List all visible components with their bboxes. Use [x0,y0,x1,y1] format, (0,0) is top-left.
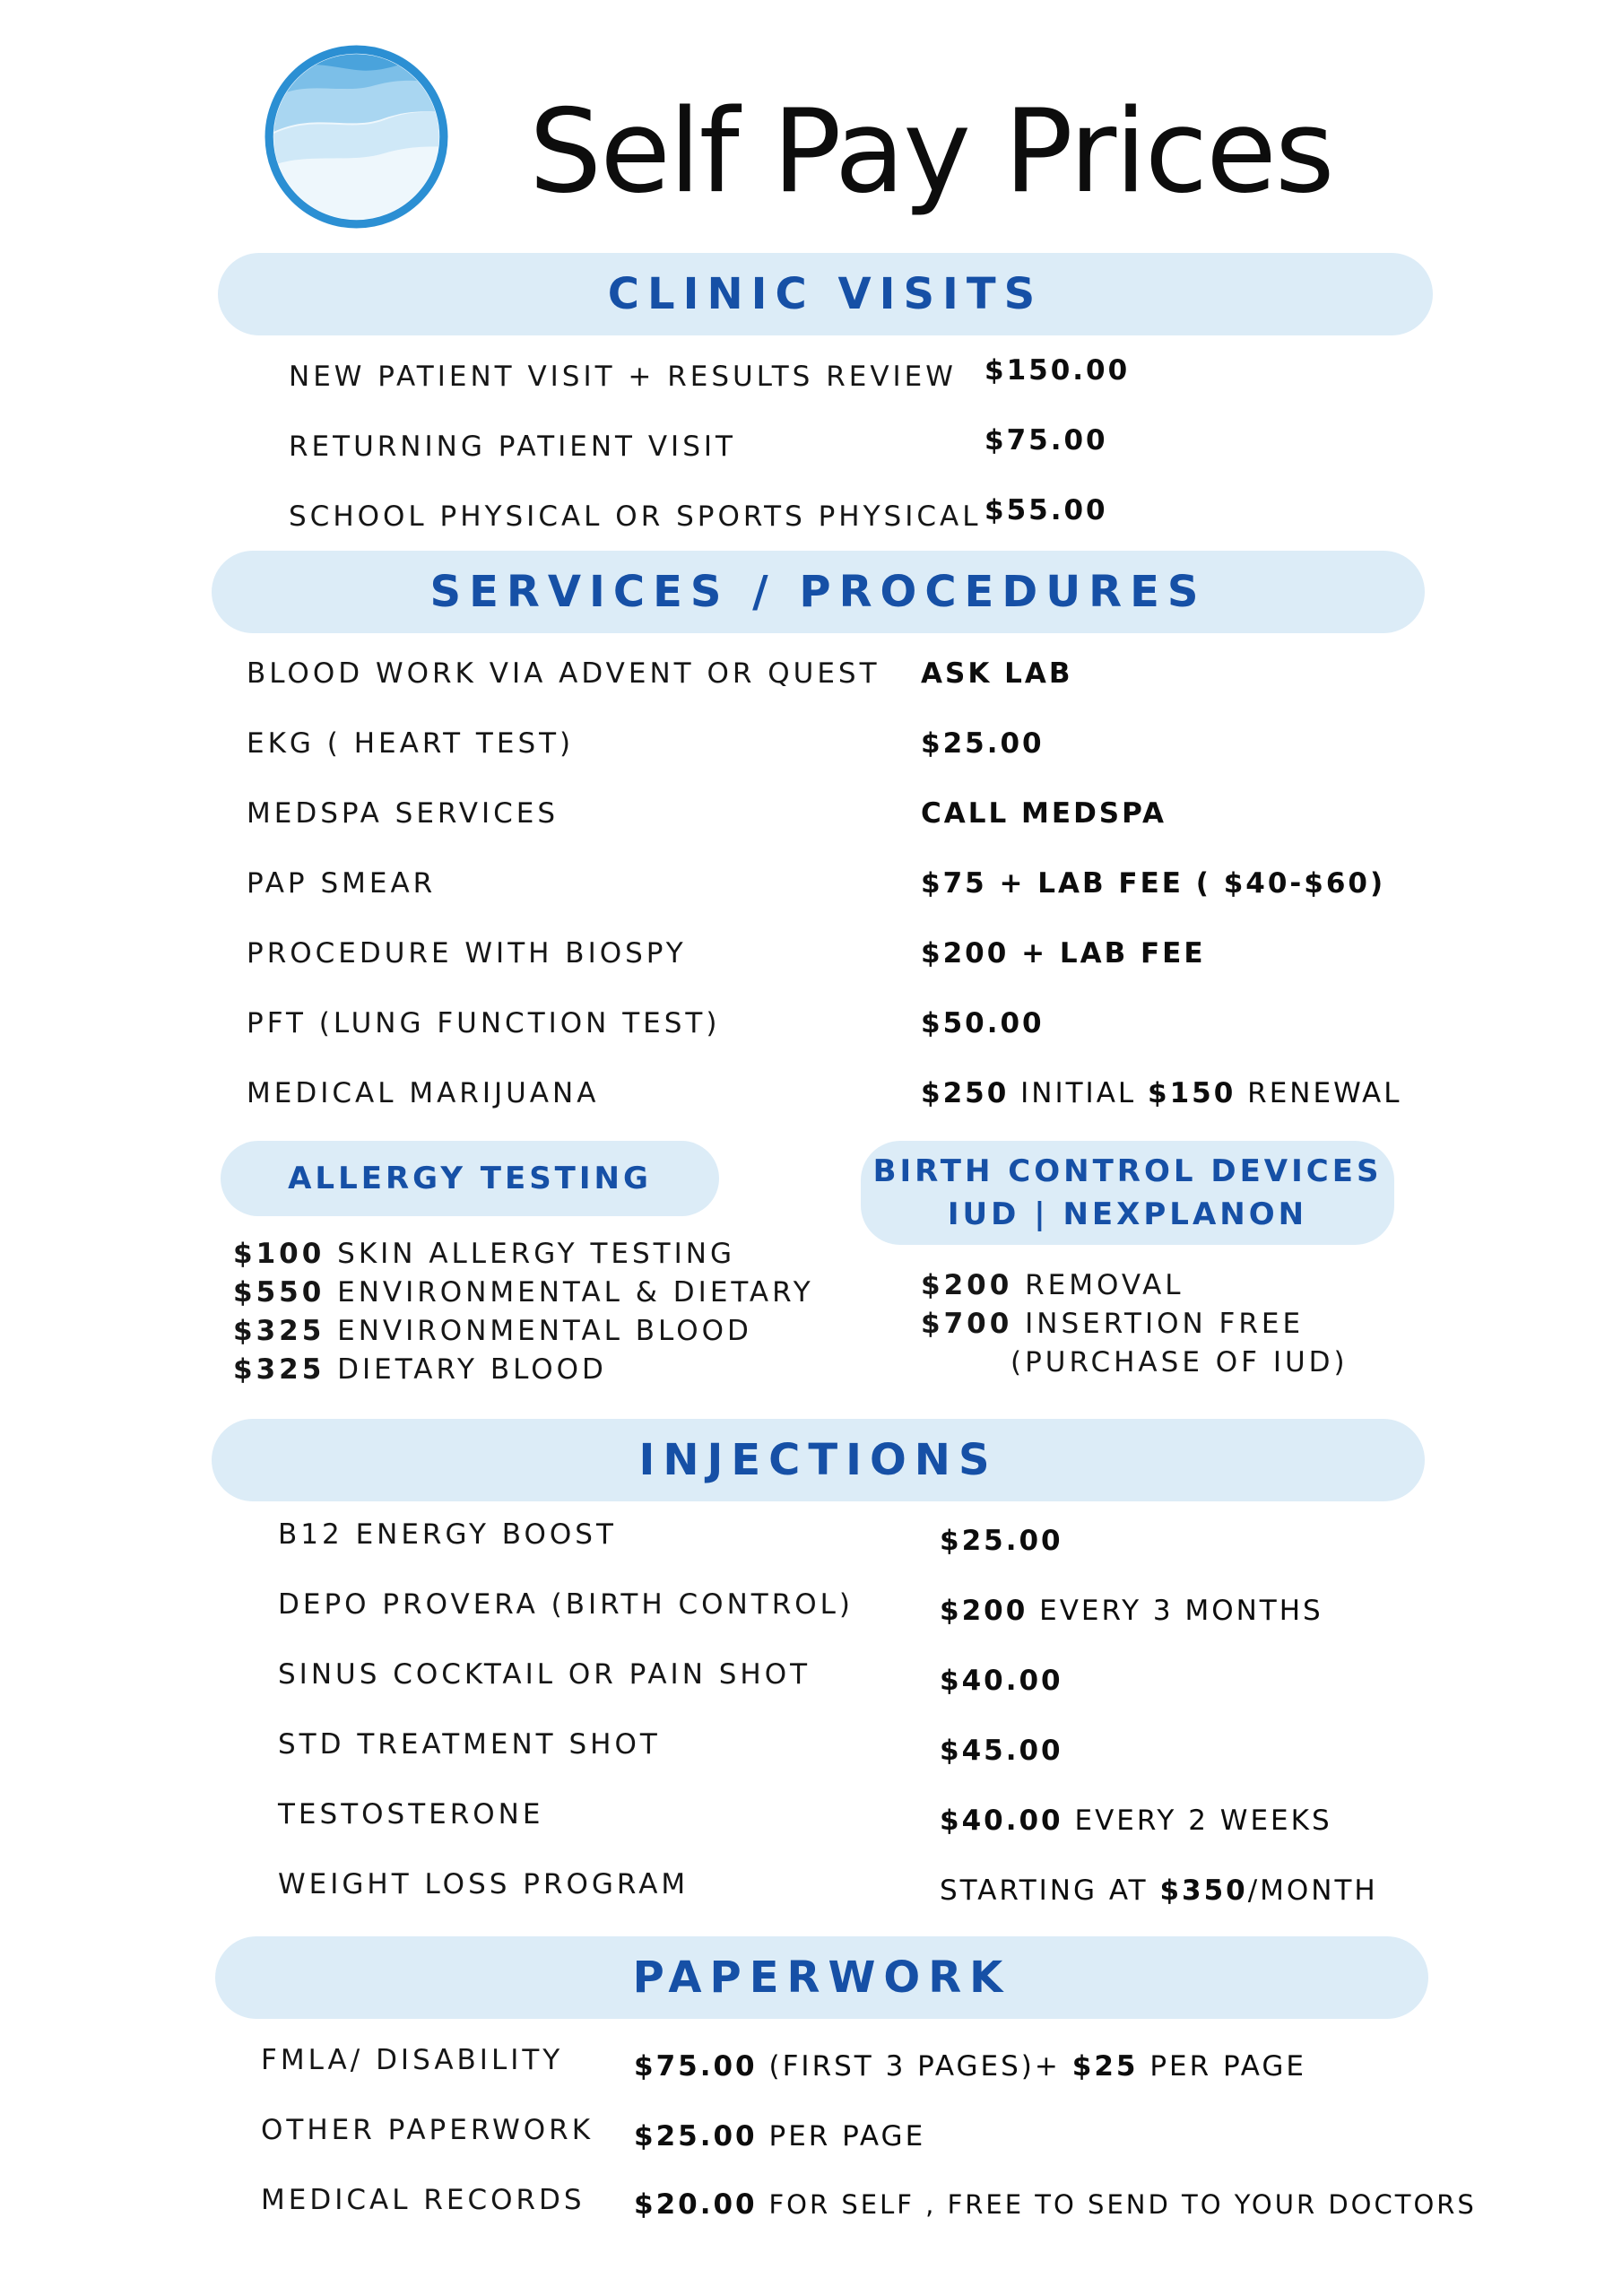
section-header-paperwork: PAPERWORK [215,1936,1428,2019]
service-row-price: $75 + LAB FEE ( $40-$60) [921,867,1386,900]
paperwork-row-label: MEDICAL RECORDS [261,2184,585,2216]
service-row-price: $200 + LAB FEE [921,937,1206,970]
paperwork-row-price: $75.00 (FIRST 3 PAGES)+ $25 PER PAGE [634,2050,1306,2083]
birth-control-heading-line1: BIRTH CONTROL DEVICES [872,1153,1383,1189]
clinic-row-price: $75.00 [984,424,1108,457]
section-header-birth-control [861,1141,1394,1245]
injection-row-price: $200 EVERY 3 MONTHS [940,1595,1323,1627]
service-row-label: MEDSPA SERVICES [247,797,559,830]
service-row-price: $250 INITIAL $150 RENEWAL [921,1077,1402,1109]
injection-row-price: $40.00 EVERY 2 WEEKS [940,1805,1332,1837]
wave-circle-logo-icon [265,45,448,229]
clinic-row-label: RETURNING PATIENT VISIT [289,430,736,463]
injection-row-price: $40.00 [940,1665,1063,1697]
birth-control-item: $200 REMOVAL [921,1269,1184,1301]
section-header-services: SERVICES / PROCEDURES [212,551,1425,633]
injection-row-label: SINUS COCKTAIL OR PAIN SHOT [278,1658,811,1691]
injection-row-price: $45.00 [940,1735,1063,1767]
section-header-injections: INJECTIONS [212,1419,1425,1501]
service-row-label: MEDICAL MARIJUANA [247,1077,600,1109]
paperwork-row-label: FMLA/ DISABILITY [261,2044,564,2076]
allergy-item: $100 SKIN ALLERGY TESTING [233,1238,735,1270]
clinic-row-label: SCHOOL PHYSICAL OR SPORTS PHYSICAL [289,500,982,533]
injection-row-label: B12 ENERGY BOOST [278,1518,617,1551]
service-row-label: PAP SMEAR [247,867,437,900]
birth-control-item: $700 INSERTION FREE [921,1308,1305,1340]
service-row-price: CALL MEDSPA [921,797,1167,830]
clinic-row-price: $150.00 [984,354,1131,387]
injection-row-label: TESTOSTERONE [278,1798,544,1831]
page-title: Self Pay Prices [529,85,1333,219]
clinic-row-label: NEW PATIENT VISIT + RESULTS REVIEW [289,361,957,393]
birth-control-note: (PURCHASE OF IUD) [1010,1346,1349,1378]
paperwork-row-price: $25.00 PER PAGE [634,2120,926,2152]
injection-row-label: DEPO PROVERA (BIRTH CONTROL) [278,1588,854,1621]
birth-control-heading-line2: IUD | NEXPLANON [947,1196,1308,1232]
section-header-clinic-visits: CLINIC VISITS [218,253,1433,335]
clinic-row-price: $55.00 [984,494,1108,526]
allergy-item: $325 ENVIRONMENTAL BLOOD [233,1315,752,1347]
service-row-label: EKG ( HEART TEST) [247,727,575,760]
injection-row-label: WEIGHT LOSS PROGRAM [278,1868,690,1900]
paperwork-row-label: OTHER PAPERWORK [261,2114,594,2146]
section-header-allergy: ALLERGY TESTING [221,1141,719,1216]
service-row-label: PFT (LUNG FUNCTION TEST) [247,1007,721,1039]
injection-row-price: STARTING AT $350/MONTH [940,1874,1378,1907]
service-row-price: $25.00 [921,727,1045,760]
service-row-price: ASK LAB [921,657,1073,690]
injection-row-label: STD TREATMENT SHOT [278,1728,661,1761]
paperwork-row-price: $20.00 FOR SELF , FREE TO SEND TO YOUR DOCTORS [634,2188,1477,2221]
allergy-item: $325 DIETARY BLOOD [233,1353,607,1386]
service-row-label: PROCEDURE WITH BIOSPY [247,937,687,970]
service-row-label: BLOOD WORK VIA ADVENT OR QUEST [247,657,880,690]
allergy-item: $550 ENVIRONMENTAL & DIETARY [233,1276,814,1309]
service-row-price: $50.00 [921,1007,1045,1039]
injection-row-price: $25.00 [940,1525,1063,1557]
